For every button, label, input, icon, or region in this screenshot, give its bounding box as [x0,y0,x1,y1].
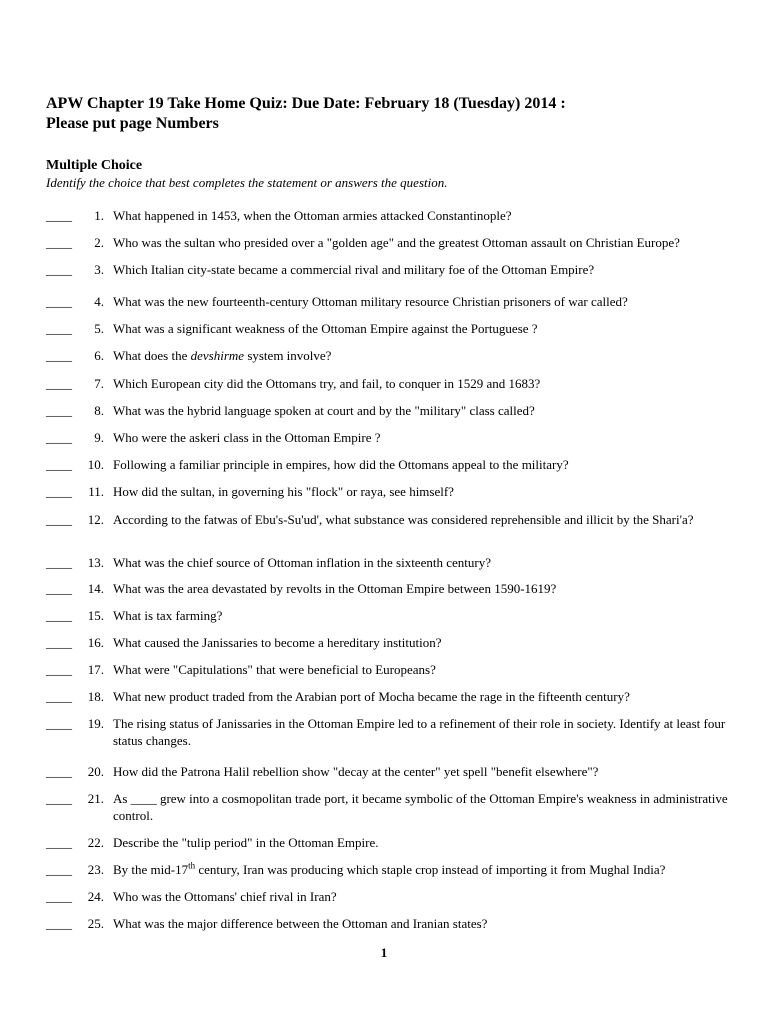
answer-blank: ____ [46,403,72,418]
answer-blank: ____ [46,689,72,704]
answer-blank: ____ [46,608,72,623]
question-text: According to the fatwas of Ebu's-Su'ud', what substance was considered reprehensible and illicit by the Shari'a? [113,512,694,527]
question-number: 23. [87,862,104,877]
question-text [113,861,738,878]
question-number: 12. [87,512,104,527]
section-instructions: Identify the choice that best completes the statement or answers the question. [46,175,448,190]
question-text: Which Italian city-state became a commercial rival and military foe of the Ottoman Empire? [113,262,595,277]
question-text: Who were the askeri class in the Ottoman Empire ? [113,430,381,445]
question-number: 18. [87,689,104,704]
question-text-superscript: th [188,860,196,871]
question-text: What caused the Janissaries to become a hereditary institution? [113,635,442,650]
question-number: 11. [88,484,104,499]
question-text: What was the major difference between the Ottoman and Iranian states? [113,916,488,931]
question-number: 7. [94,376,104,391]
question-text-part: century, Iran was producing which staple crop instead of importing it from Mughal India? [195,862,666,877]
quiz-title [46,94,736,134]
question-number: 13. [87,555,104,570]
question-text: The rising status of Janissaries in the Ottoman Empire led to a refinement of their role in society. Identify at least four status changes. [113,716,726,748]
question-text: What were "Capitulations" that were beneficial to Europeans? [113,662,436,677]
question-text: What was a significant weakness of the Ottoman Empire against the Portuguese ? [113,321,538,336]
question-text: What was the hybrid language spoken at court and by the "military" class called? [113,403,535,418]
answer-blank: ____ [46,376,72,391]
question-text: What was the chief source of Ottoman inflation in the sixteenth century? [113,555,491,570]
question-text: How did the Patrona Halil rebellion show "decay at the center" yet spell "benefit elsewhere"? [113,764,599,779]
question-text: What was the new fourteenth-century Ottoman military resource Christian prisoners of war called? [113,294,628,309]
question-text-part: What does the [113,348,191,363]
question-number: 3. [94,262,104,277]
answer-blank: ____ [46,321,72,336]
question-text: What new product traded from the Arabian port of Mocha became the rage in the fifteenth century? [113,689,630,704]
answer-blank: ____ [46,791,72,806]
question-text: What happened in 1453, when the Ottoman armies attacked Constantinople? [113,208,512,223]
answer-blank: ____ [46,764,72,779]
question-number: 17. [87,662,104,677]
question-number: 25. [87,916,104,931]
question-number: 5. [94,321,104,336]
question-text: How did the sultan, in governing his "flock" or raya, see himself? [113,484,454,499]
question-number: 10. [87,457,104,472]
answer-blank: ____ [46,294,72,309]
question-number: 22. [87,835,104,850]
question-text: Who was the Ottomans' chief rival in Iran? [113,889,337,904]
section-heading: Multiple Choice [46,158,143,173]
question-number: 1. [94,208,104,223]
page-number: 1 [380,945,388,960]
question-text: As ____ grew into a cosmopolitan trade port, it became symbolic of the Ottoman Empire's weakness in administrative control. [113,791,728,823]
answer-blank: ____ [46,457,72,472]
quiz-title-line-2: Please put page Numbers [46,115,219,132]
answer-blank: ____ [46,635,72,650]
question-text: Describe the "tulip period" in the Ottoman Empire. [113,835,379,850]
quiz-title-line-1: APW Chapter 19 Take Home Quiz: Due Date: February 18 (Tuesday) 2014 : [46,95,566,112]
question-number: 24. [87,889,104,904]
answer-blank: ____ [46,484,72,499]
question-number: 14. [87,581,104,596]
question-text [113,347,738,364]
question-text-part: By the mid-17 [113,862,189,877]
question-number: 9. [94,430,104,445]
answer-blank: ____ [46,512,72,527]
answer-blank: ____ [46,716,72,731]
answer-blank: ____ [46,835,72,850]
question-text: Following a familiar principle in empires, how did the Ottomans appeal to the military? [113,457,569,472]
question-number: 20. [87,764,104,779]
answer-blank: ____ [46,348,72,363]
question-number: 21. [87,791,104,806]
question-text: What was the area devastated by revolts in the Ottoman Empire between 1590-1619? [113,581,557,596]
question-number: 15. [87,608,104,623]
answer-blank: ____ [46,889,72,904]
question-number: 8. [94,403,104,418]
question-number: 6. [94,348,104,363]
answer-blank: ____ [46,262,72,277]
question-text-italic: devshirme [190,348,245,363]
answer-blank: ____ [46,916,72,931]
question-number: 4. [94,294,104,309]
answer-blank: ____ [46,555,72,570]
answer-blank: ____ [46,235,72,250]
answer-blank: ____ [46,581,72,596]
question-number: 16. [87,635,104,650]
answer-blank: ____ [46,862,72,877]
question-text-part: system involve? [244,348,332,363]
answer-blank: ____ [46,430,72,445]
answer-blank: ____ [46,208,72,223]
question-number: 19. [87,716,104,731]
answer-blank: ____ [46,662,72,677]
question-text: Which European city did the Ottomans try, and fail, to conquer in 1529 and 1683? [113,376,541,391]
question-text: What is tax farming? [113,608,223,623]
question-text: Who was the sultan who presided over a "golden age" and the greatest Ottoman assault on Christian Europe? [113,235,680,250]
question-number: 2. [94,235,104,250]
